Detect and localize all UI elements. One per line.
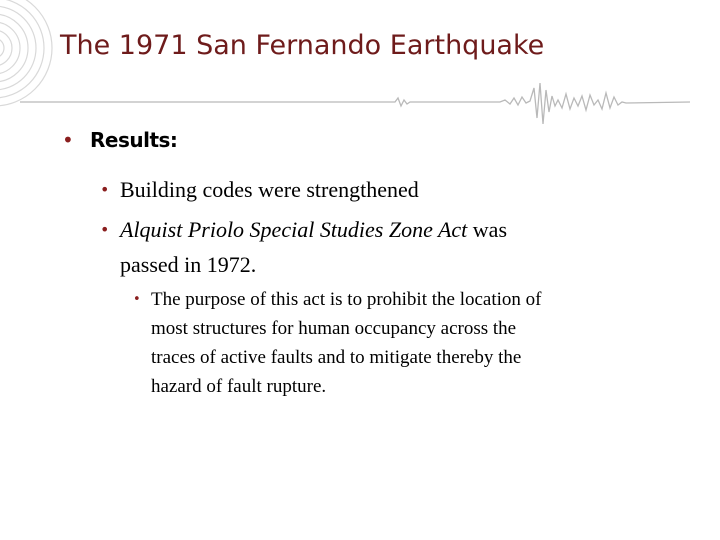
sub-item-line: most structures for human occupancy across the [151, 318, 517, 339]
results-bullet [62, 128, 177, 152]
list-item-line-1 [100, 212, 680, 247]
act-name: Alquist Priolo Special Studies Zone Act [120, 217, 468, 242]
list-item-line-2: passed in 1972. [120, 252, 257, 277]
sub-list-item-purpose [133, 285, 663, 401]
bullet-icon: • [133, 292, 141, 307]
sub-item-line: traces of active faults and to mitigate thereby the [151, 347, 522, 368]
bullet-icon: • [100, 220, 110, 239]
list-item-text: Building codes were strengthened [120, 177, 419, 202]
seismograph-line-decoration [0, 78, 720, 128]
results-heading: Results: [90, 128, 178, 152]
list-item-alquist-priolo [100, 212, 680, 282]
sub-item-line: hazard of fault rupture. [151, 376, 327, 397]
bullet-icon: • [62, 128, 74, 152]
list-item-text: was [467, 217, 508, 242]
sub-item-line: The purpose of this act is to prohibit the location of [151, 289, 542, 310]
bullet-icon: • [100, 180, 110, 199]
list-item-building-codes [100, 172, 680, 207]
slide-title: The 1971 San Fernando Earthquake [60, 30, 545, 61]
